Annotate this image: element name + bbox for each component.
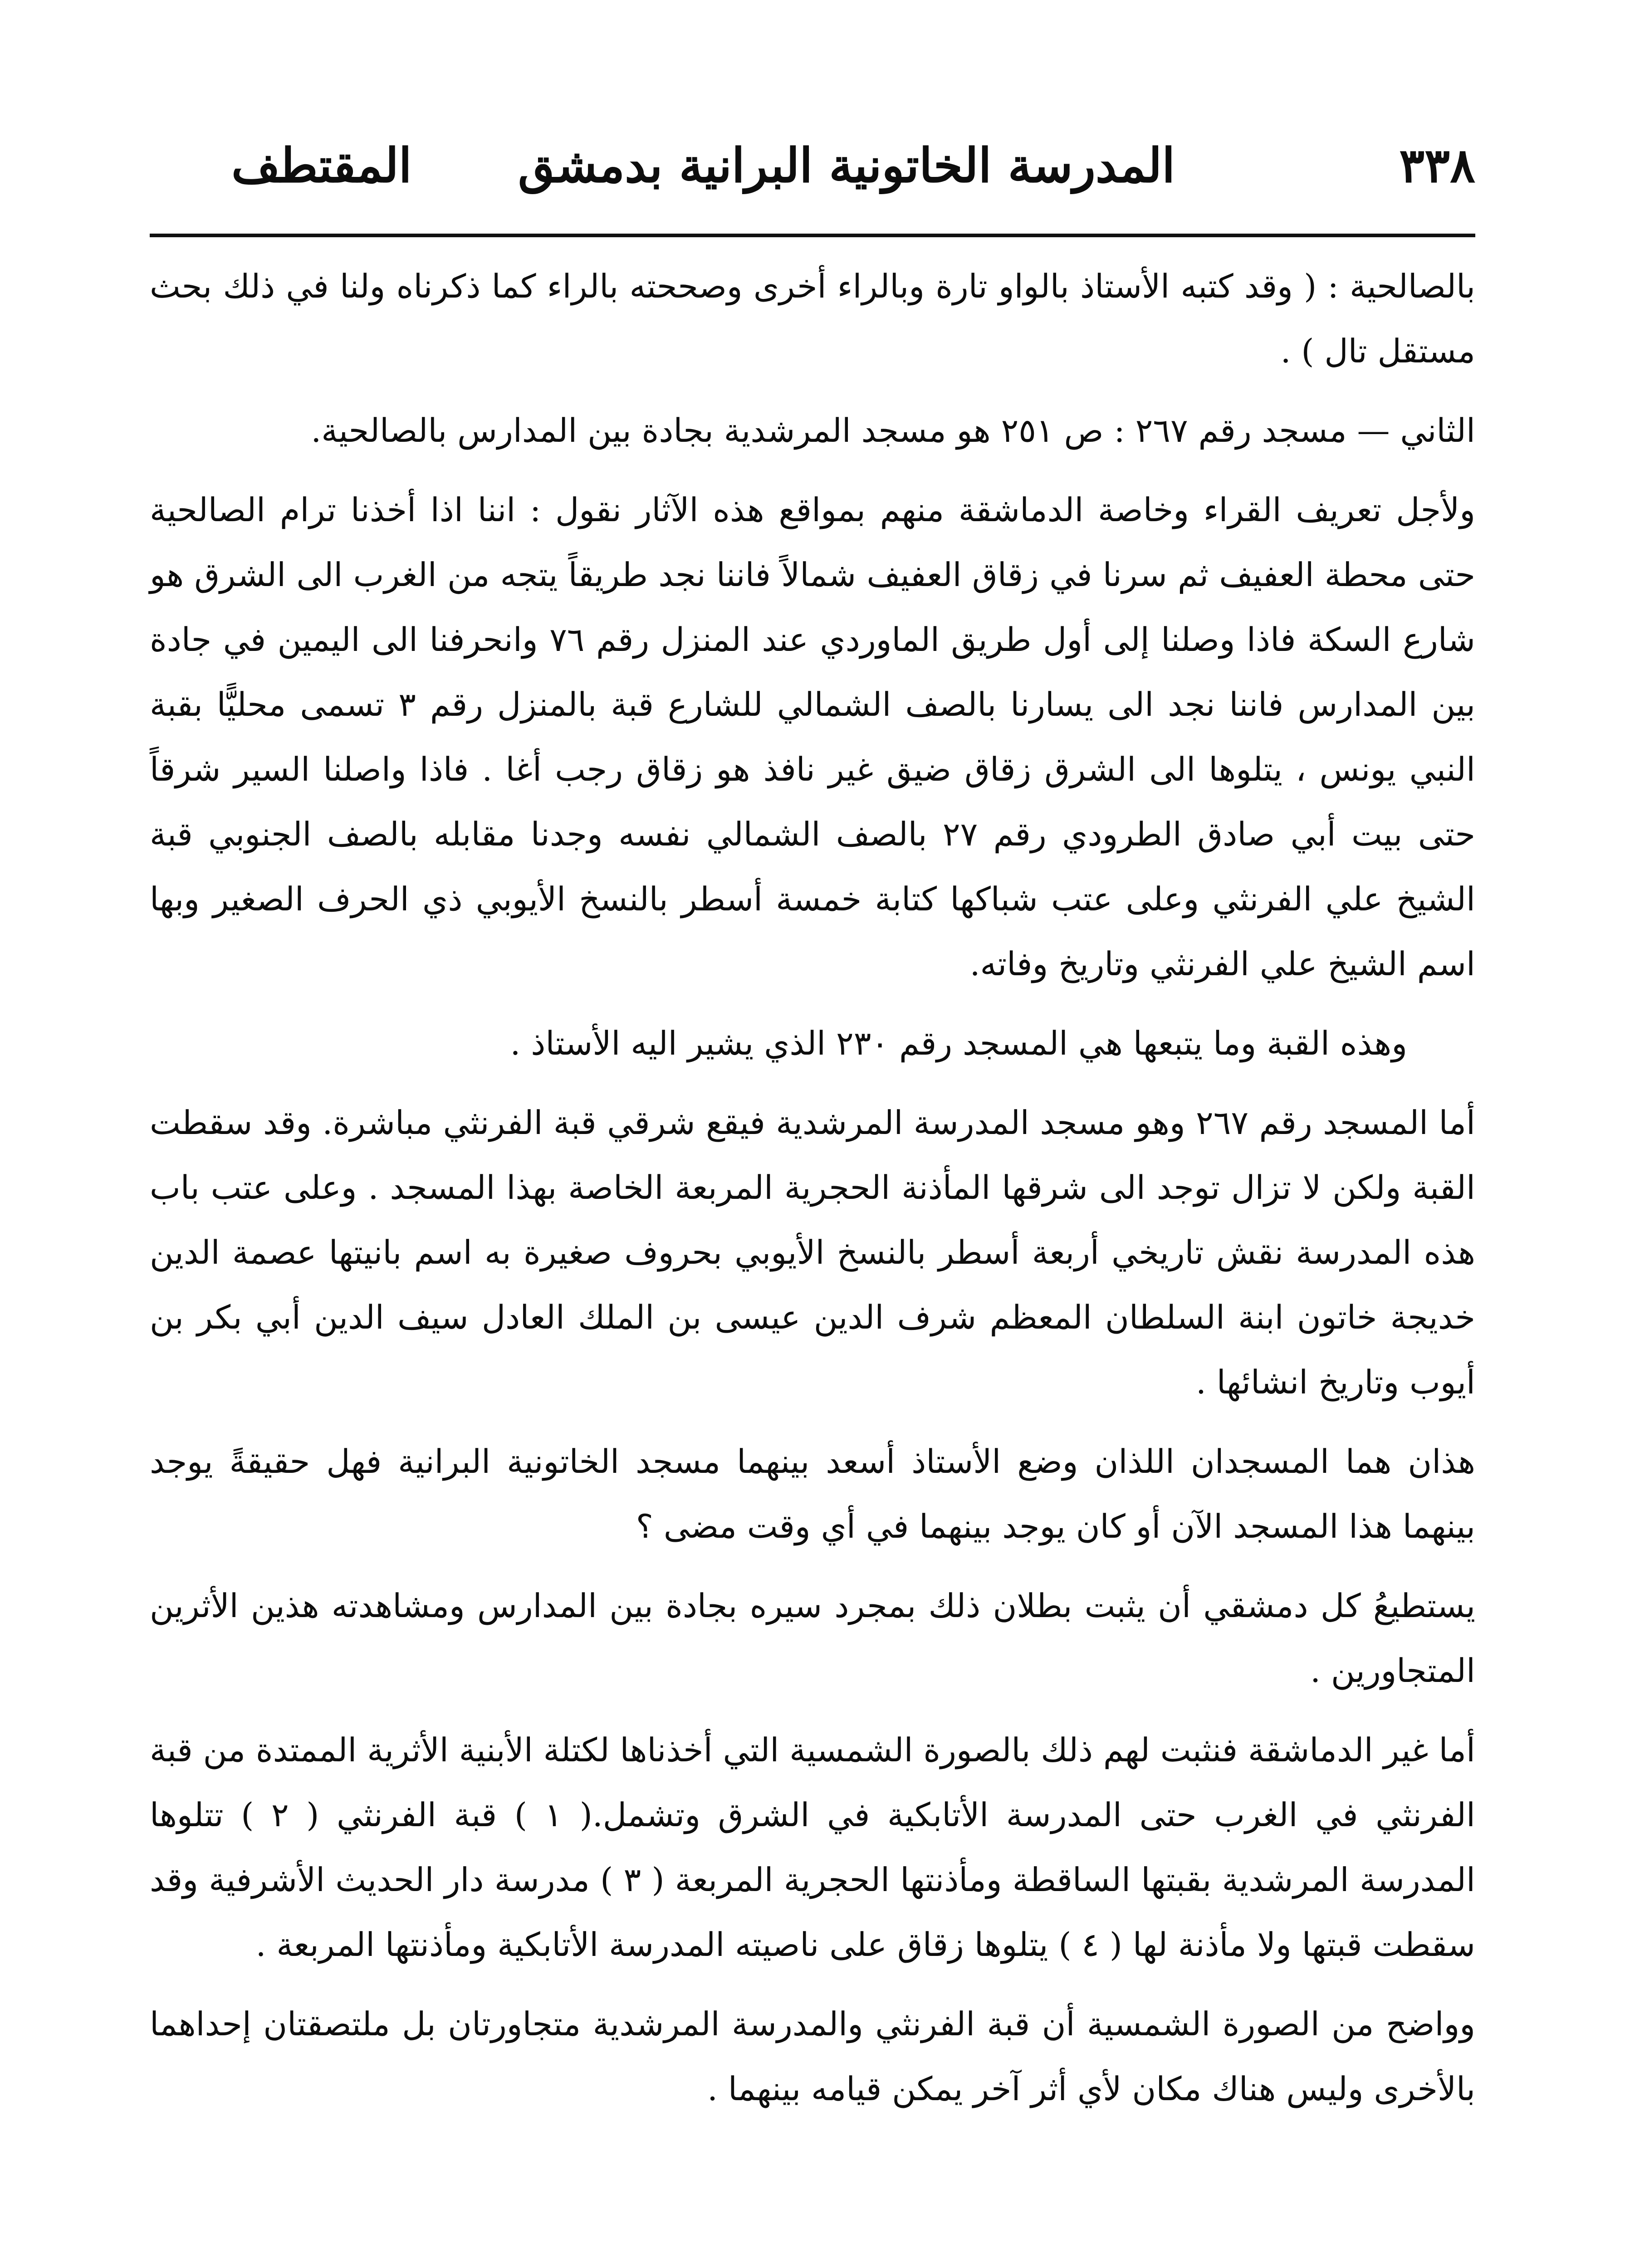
page-header — [218, 132, 1475, 200]
page-number: ٣٣٨ — [1399, 137, 1475, 193]
running-title: المدرسة الخاتونية البرانية بدمشق — [518, 137, 1175, 193]
paragraph: وواضح من الصورة الشمسية أن قبة الفرنثي والمدرسة المرشدية متجاورتان بل ملتصقتان إحداهما بالأخرى وليس هناك مكان لأي أثر آخر يمكن قيامه بينهما . — [150, 2005, 1475, 2108]
paragraph: أما غير الدماشقة فنثبت لهم ذلك بالصورة الشمسية التي أخذناها لكتلة الأبنية الأثرية الممتدة من قبة الفرنثي في الغرب حتى المدرسة الأتابكية في الشرق وتشمل.( ١ ) قبة الفرنثي ( ٢ ) تتلوها المدرسة المرشدية بقبتها الساقطة ومأذنتها الحجرية المربعة ( ٣ ) مدرسة دار الحديث الأشرفية وقد سقطت قبتها ولا مأذنة لها ( ٤ ) يتلوها زقاق على ناصيته المدرسة الأتابكية ومأذنتها المربعة . — [150, 1731, 1476, 1964]
article-body — [150, 254, 1475, 2136]
paragraph: ولأجل تعريف القراء وخاصة الدماشقة منهم بمواقع هذه الآثار نقول : اننا اذا أخذنا ترام الصالحية حتى محطة العفيف ثم سرنا في زقاق العفيف شمالاً فاننا نجد طريقاً يتجه من الغرب الى الشرق هو شارع السكة فاذا وصلنا إلى أول طريق الماوردي عند المنزل رقم ٧٦ وانحرفنا الى اليمين في جادة بين المدارس فاننا نجد الى يسارنا بالصف الشمالي للشارع قبة بالمنزل رقم ٣ تسمى محليًّا بقبة النبي يونس ، يتلوها الى الشرق زقاق ضيق غير نافذ هو زقاق رجب أغا . فاذا واصلنا السير شرقاً حتى بيت أبي صادق الطرودي رقم ٢٧ بالصف الشمالي نفسه وجدنا مقابله بالصف الجنوبي قبة الشيخ علي الفرنثي وعلى عتب شباكها كتابة خمسة أسطر بالنسخ الأيوبي ذي الحرف الصغير وبها اسم الشيخ علي الفرنثي وتاريخ وفاته. — [150, 491, 1476, 983]
paragraph: هذان هما المسجدان اللذان وضع الأستاذ أسعد بينهما مسجد الخاتونية البرانية فهل حقيقةً يوجد بينهما هذا المسجد الآن أو كان يوجد بينهما في أي وقت مضى ؟ — [150, 1442, 1475, 1545]
paragraph: الثاني — مسجد رقم ٢٦٧ : ص ٢٥١ هو مسجد المرشدية بجادة بين المدارس بالصالحية. — [311, 411, 1475, 450]
header-rule — [150, 234, 1475, 237]
paragraph: بالصالحية : ( وقد كتبه الأستاذ بالواو تارة وبالراء أخرى وصححته بالراء كما ذكرناه ولنا في ذلك بحث مستقل تال ) . — [150, 267, 1475, 370]
paragraph: وهذه القبة وما يتبعها هي المسجد رقم ٢٣٠ الذي يشير اليه الأستاذ . — [510, 1024, 1407, 1062]
paragraph: يستطيعُ كل دمشقي أن يثبت بطلان ذلك بمجرد سيره بجادة بين المدارس ومشاهدته هذين الأثرين المتجاورين . — [150, 1587, 1475, 1690]
journal-name: المقتطف — [231, 137, 412, 193]
paragraph: أما المسجد رقم ٢٦٧ وهو مسجد المدرسة المرشدية فيقع شرقي قبة الفرنثي مباشرة. وقد سقطت القبة ولكن لا تزال توجد الى شرقها المأذنة الحجرية المربعة الخاصة بهذا المسجد . وعلى عتب باب هذه المدرسة نقش تاريخي أربعة أسطر بالنسخ الأيوبي بحروف صغيرة به اسم بانيتها عصمة الدين خديجة خاتون ابنة السلطان المعظم شرف الدين عيسى بن الملك العادل سيف الدين أبي بكر بن أيوب وتاريخ انشائها . — [150, 1104, 1475, 1401]
